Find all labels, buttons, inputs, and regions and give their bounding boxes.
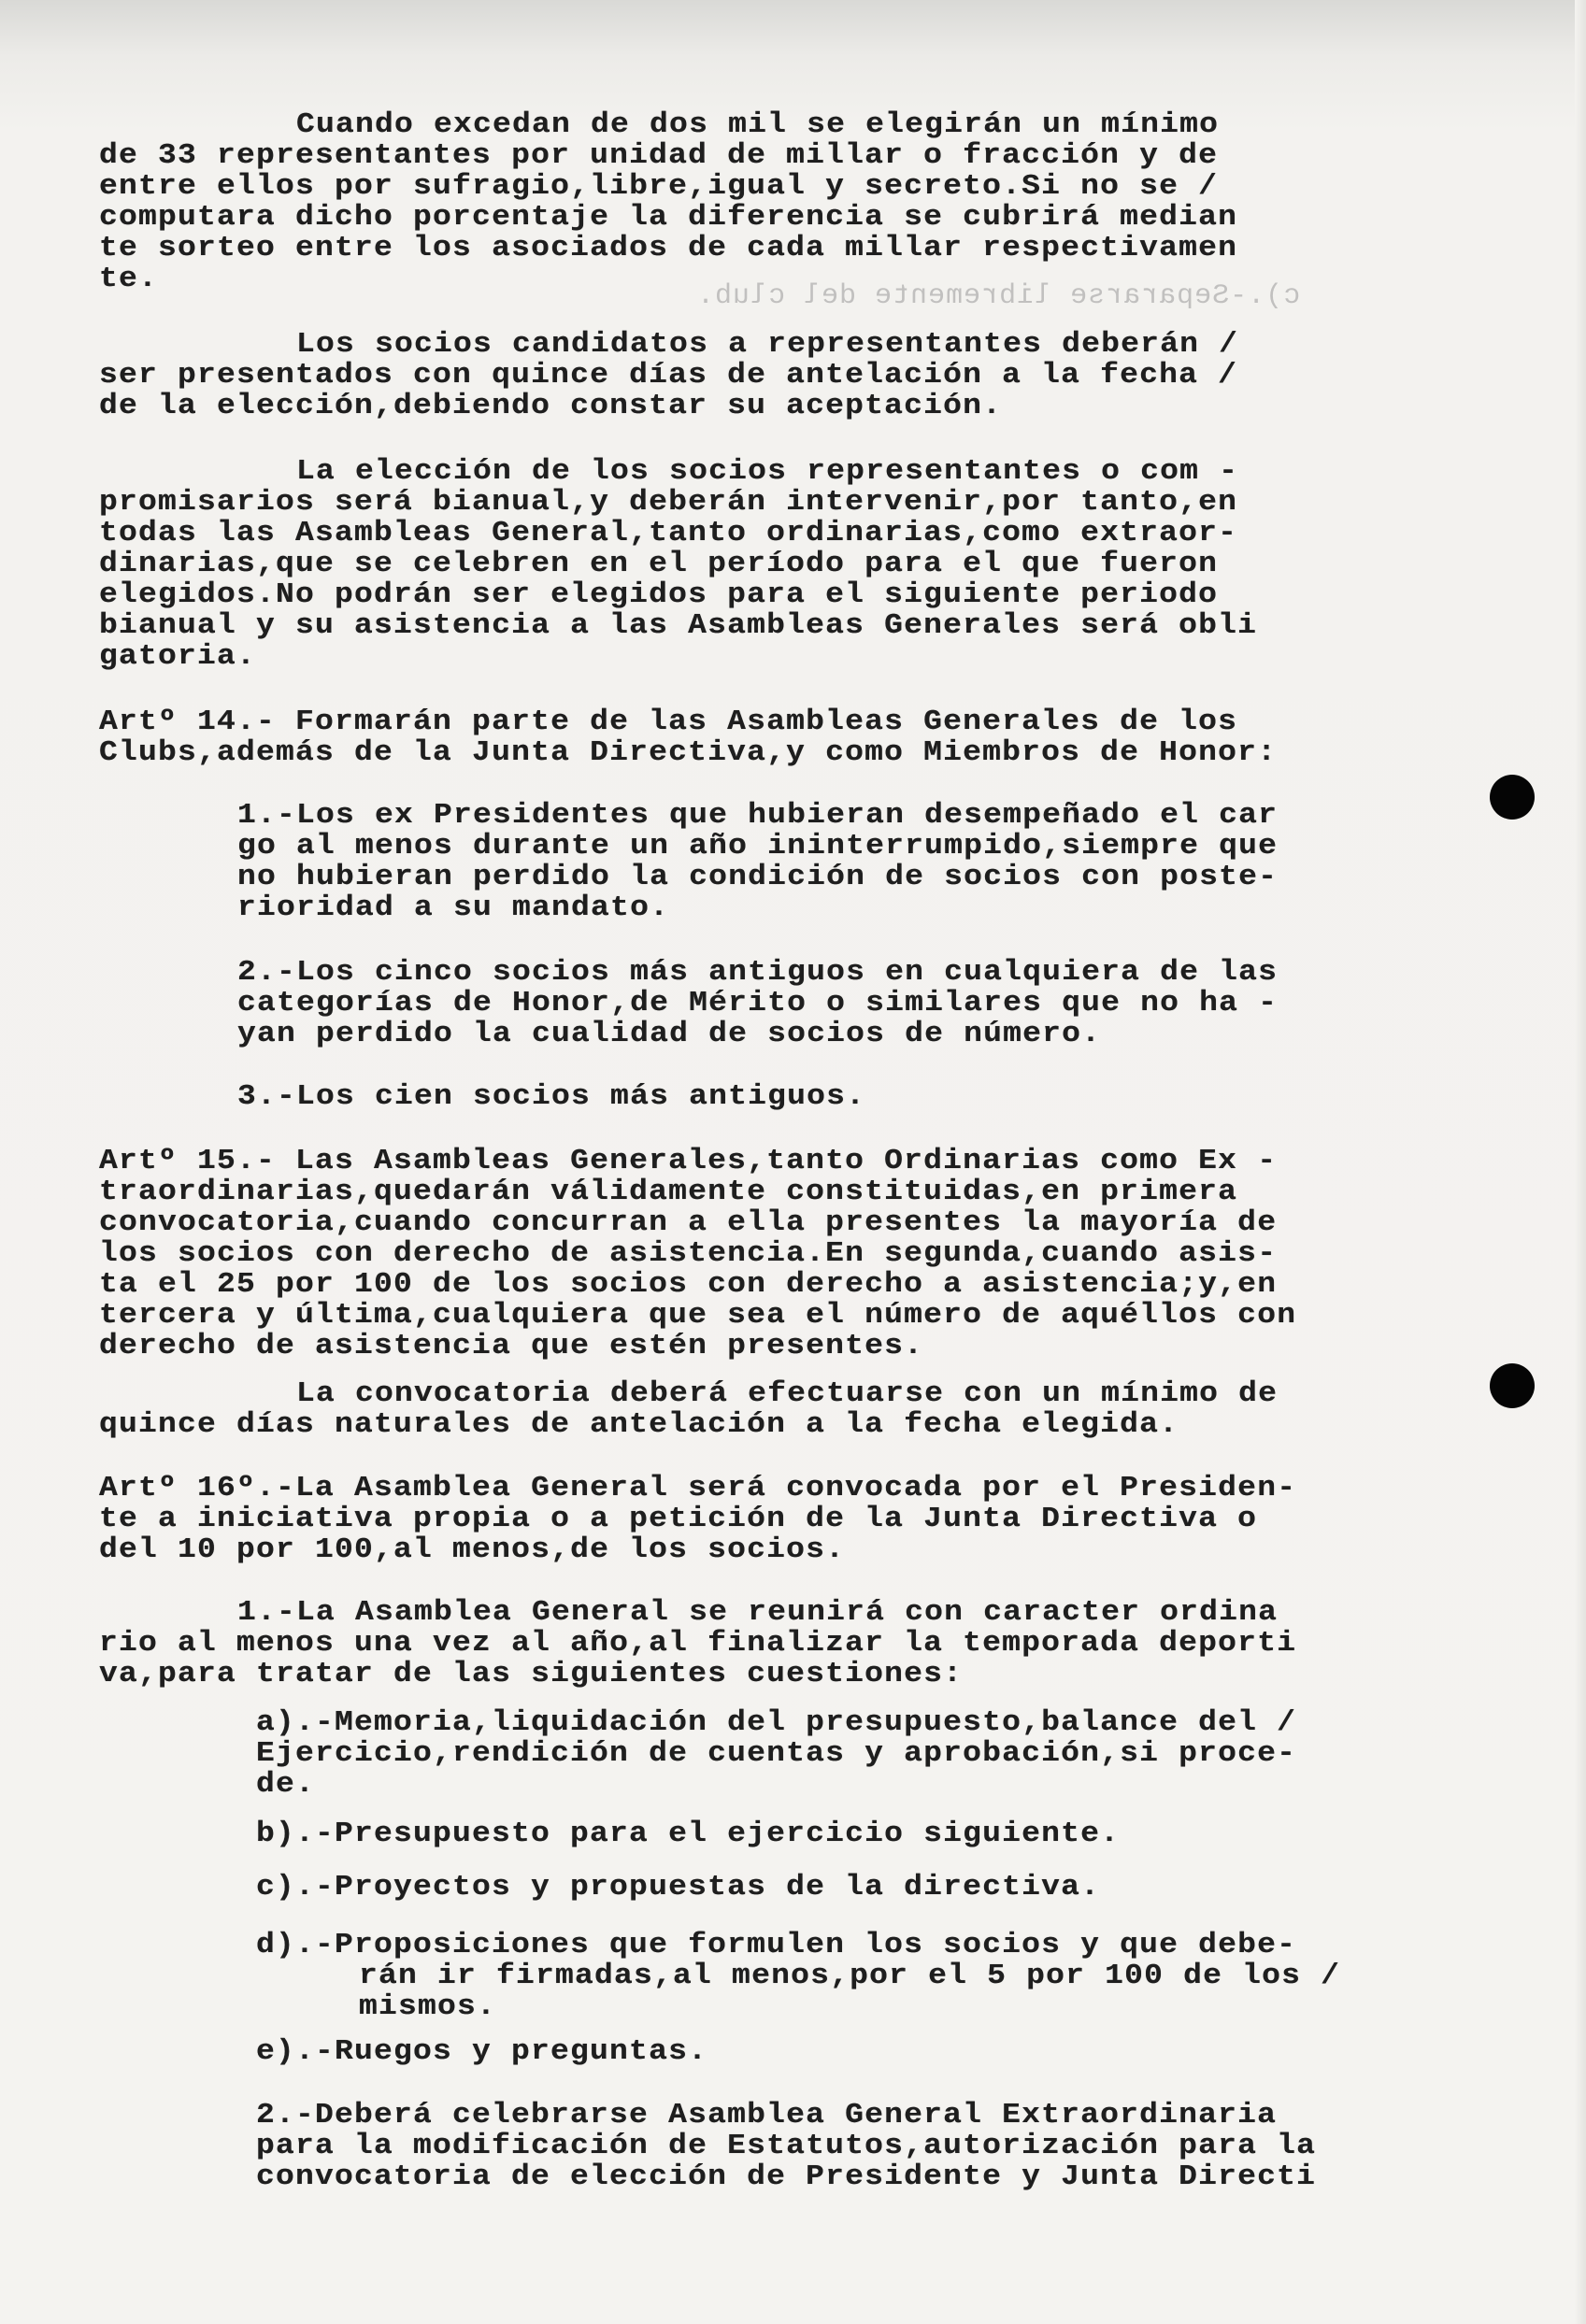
text-line: dinarias,que se celebren en el período para el que fueron [99,548,1219,580]
paragraph-art16-2 [0,2101,1316,2193]
text-line: ta el 25 por 100 de los socios con derecho a asistencia;y,en [99,1268,1278,1301]
paragraph-art15-b [0,1379,1278,1441]
text-line: te. [99,263,159,295]
punch-hole [1490,775,1535,820]
text-line: go al menos durante un año ininterrumpido,siempre que [237,830,1279,863]
text-line: promisarios será bianual,y deberán intervenir,por tanto,en [99,486,1238,519]
text-line: 1.-La Asamblea General se reunirá con caracter ordina [237,1596,1279,1629]
paragraph-art16-1 [0,1598,1296,1690]
text-line: va,para tratar de las siguientes cuestiones: [99,1658,964,1690]
text-line: traordinarias,quedarán válidamente constituidas,en primera [99,1176,1238,1208]
text-line: yan perdido la cualidad de socios de número. [237,1018,1102,1050]
paragraph-art16 [0,1474,1296,1566]
text-line: te sorteo entre los asociados de cada millar respectivamen [99,232,1238,264]
text-line: 2.-Los cinco socios más antiguos en cualquiera de las [237,956,1279,989]
text-line: Artº 15.- Las Asambleas Generales,tanto Ordinarias como Ex - [99,1145,1278,1177]
paragraph-art14-3 [0,1082,865,1113]
text-line: d).-Proposiciones que formulen los socios y que debe- [256,1929,1297,1961]
text-line: gatoria. [99,640,257,673]
text-line: Clubs,además de la Junta Directiva,y como Miembros de Honor: [99,736,1278,769]
text-line: Artº 14.- Formarán parte de las Asambleas Generales de los [99,706,1238,738]
text-line: Artº 16º.-La Asamblea General será convocada por el Presiden- [99,1472,1297,1504]
text-line: convocatoria de elección de Presidente y Junta Directi [256,2160,1317,2193]
text-line: Cuando excedan de dos mil se elegirán un mínimo [296,108,1220,141]
text-line: elegidos.No podrán ser elegidos para el siguiente periodo [99,578,1219,611]
paragraph-art14-2 [0,958,1278,1050]
text-line: c).-Proyectos y propuestas de la directiva. [256,1871,1101,1903]
text-line: bianual y su asistencia a las Asambleas Generales será obli [99,609,1258,642]
punch-hole [1490,1363,1535,1408]
text-line: derecho de asistencia que estén presentes. [99,1330,924,1362]
text-line: 2.-Deberá celebrarse Asamblea General Extraordinaria [256,2099,1278,2132]
paragraph-art14 [0,707,1277,769]
text-line: convocatoria,cuando concurran a ella presentes la mayoría de [99,1206,1278,1239]
text-line: quince días naturales de antelación a la fecha elegida. [99,1408,1179,1441]
paragraph-art16-e [0,2037,707,2068]
text-line: La elección de los socios representantes o com - [296,455,1239,488]
paragraph-art16-b [0,1819,1120,1850]
text-line: entre ellos por sufragio,libre,igual y secreto.Si no se / [99,170,1219,203]
text-line: tercera y última,cualquiera que sea el número de aquéllos con [99,1299,1297,1332]
text-line: no hubieran perdido la condición de socios con poste- [237,861,1279,893]
text-line: del 10 por 100,al menos,de los socios. [99,1533,846,1566]
text-line: para la modificación de Estatutos,autorización para la [256,2130,1317,2162]
text-line: Los socios candidatos a representantes deberán / [296,328,1239,361]
text-line: 3.-Los cien socios más antiguos. [237,1080,866,1113]
text-line: e).-Ruegos y preguntas. [256,2035,708,2068]
text-line: a).-Memoria,liquidación del presupuesto,balance del / [256,1706,1297,1739]
text-line: todas las Asambleas General,tanto ordinarias,como extraor- [99,517,1238,549]
text-line: 1.-Los ex Presidentes que hubieran desempeñado el car [237,799,1279,832]
paragraph-art16-c [0,1873,1100,1903]
text-line: rio al menos una vez al año,al finalizar la temporada deporti [99,1627,1297,1660]
text-line: Ejercicio,rendición de cuentas y aprobación,si proce- [256,1737,1297,1770]
text-line: categorías de Honor,de Mérito o similares que no ha - [237,987,1279,1019]
paragraph-art16-d [0,1931,1340,2023]
text-line: te a iniciativa propia o a petición de la Junta Directiva o [99,1503,1258,1535]
paragraph-p3 [0,457,1257,673]
paragraph-art14-1 [0,801,1278,924]
text-line: rioridad a su mandato. [237,891,670,924]
text-line: de la elección,debiendo constar su aceptación. [99,390,1003,422]
paragraph-art16-a [0,1708,1296,1801]
paragraph-p1 [0,110,1237,295]
text-line: de 33 representantes por unidad de millar o fracción y de [99,139,1219,172]
text-line: computara dicho porcentaje la diferencia se cubrirá median [99,201,1238,234]
text-line: La convocatoria deberá efectuarse con un mínimo de [296,1377,1279,1410]
bleed-through-text: c).-Separarse libremente del club. [696,280,1301,312]
text-line: rán ir firmadas,al menos,por el 5 por 100 de los / [359,1960,1341,1992]
page-edge [1575,0,1586,2324]
text-line: ser presentados con quince días de antelación a la fecha / [99,359,1238,392]
text-line: de. [256,1768,316,1801]
text-line: b).-Presupuesto para el ejercicio siguiente. [256,1818,1121,1850]
text-line: los socios con derecho de asistencia.En segunda,cuando asis- [99,1237,1278,1270]
paragraph-p2 [0,330,1238,422]
paragraph-art15 [0,1147,1296,1362]
text-line: mismos. [359,1990,497,2023]
